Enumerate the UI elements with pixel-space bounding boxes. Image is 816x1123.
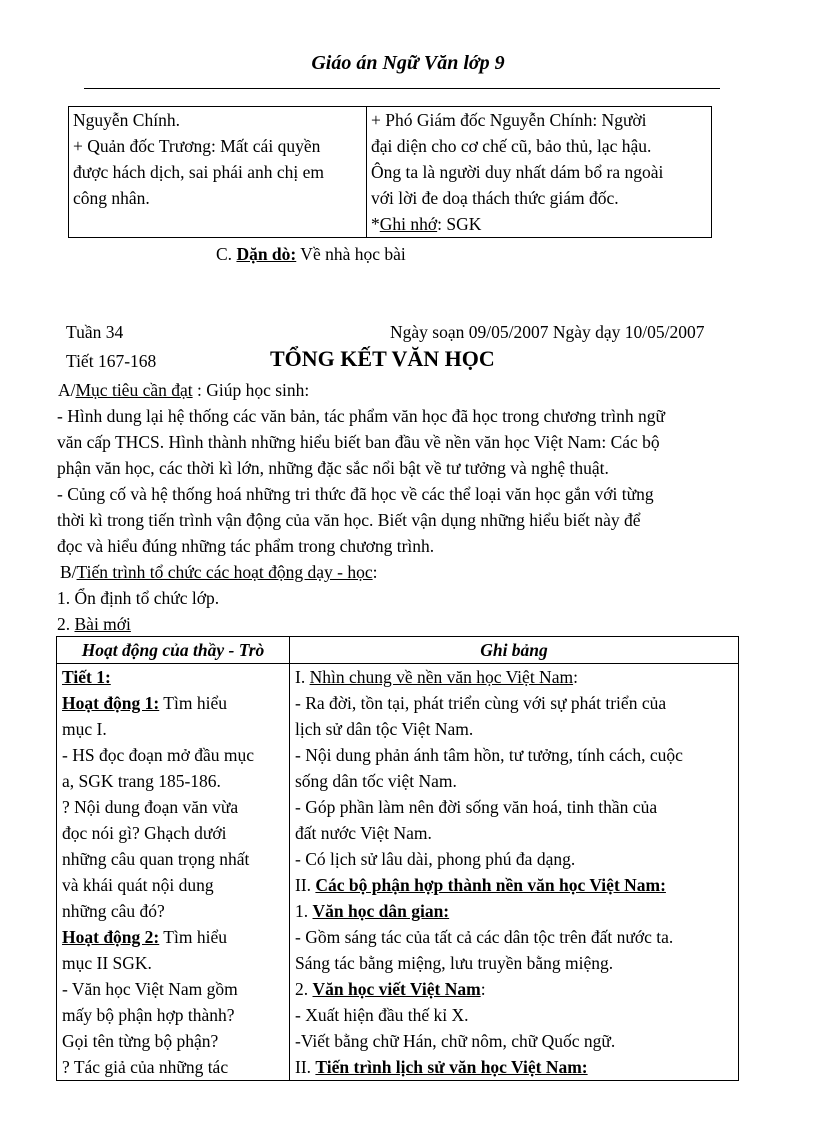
text-line: những câu đó? — [62, 901, 165, 921]
objectives-prefix: A/ — [58, 380, 76, 400]
activities-cell — [57, 664, 290, 1081]
lesson-dates: Ngày soạn 09/05/2007 Ngày dạy 10/05/2007 — [390, 322, 705, 342]
homework-prefix: C. — [216, 244, 237, 264]
section-3-prefix: II. — [295, 1057, 316, 1077]
note-rest: : SGK — [437, 214, 482, 234]
text-line: mục II SGK. — [62, 953, 152, 973]
section-2-heading — [295, 872, 733, 898]
objectives-line: phận văn học, các thời kì lớn, những đặc sắc nổi bật về tư tưởng và nghệ thuật. — [57, 458, 609, 478]
subsection-2-suffix: : — [480, 979, 486, 999]
activity-2-label: Hoạt động 2: — [62, 927, 160, 947]
process-step-2 — [57, 611, 131, 637]
col-header-notes: Ghi bảng — [290, 637, 739, 664]
subsection-2-heading — [295, 976, 733, 1002]
section-2-label: Các bộ phận hợp thành nền văn học Việt Nam: — [315, 875, 666, 895]
section-1-label: Nhìn chung về nền văn học Việt Nam — [309, 667, 574, 687]
text-line: và khái quát nội dung — [62, 875, 214, 895]
process-label: Tiến trình tổ chức các hoạt động dạy - học — [76, 562, 373, 582]
text-line: + Phó Giám đốc Nguyễn Chính: Người — [371, 110, 647, 130]
homework-text: Về nhà học bài — [296, 244, 406, 264]
text-line: sống dân tốc việt Nam. — [295, 771, 457, 791]
continuation-left-cell — [69, 107, 367, 238]
subsection-2-prefix: 2. — [295, 979, 313, 999]
text-line: với lời đe doạ thách thức giám đốc. — [371, 188, 619, 208]
text-line: ? Nội dung đoạn văn vừa — [62, 797, 239, 817]
objectives-intro: : Giúp học sinh: — [192, 380, 310, 400]
table-row — [69, 107, 712, 238]
activity-1-heading — [62, 690, 284, 716]
text-line: công nhân. — [73, 188, 150, 208]
text-line: đất nước Việt Nam. — [295, 823, 432, 843]
homework-label: Dặn dò: — [236, 244, 297, 264]
text-line: - Góp phần làm nên đời sống văn hoá, tinh thần của — [295, 797, 658, 817]
objectives-line: thời kì trong tiến trình vận động của văn học. Biết vận dụng những hiểu biết này để — [57, 510, 641, 530]
header-divider — [84, 88, 720, 89]
subsection-2-label: Văn học viết Việt Nam — [312, 979, 481, 999]
text-line: + Quản đốc Trương: Mất cái quyền — [73, 136, 321, 156]
text-line: - Xuất hiện đầu thế kỉ X. — [295, 1005, 469, 1025]
process-prefix: B/ — [60, 562, 77, 582]
text-line: được hách dịch, sai phái anh chị em — [73, 162, 325, 182]
text-line: Nguyễn Chính. — [73, 110, 180, 130]
objectives-line: - Củng cố và hệ thống hoá những tri thức đã học về các thể loại văn học gắn với từng — [57, 484, 654, 504]
text-line: mục I. — [62, 719, 107, 739]
text-line: - Ra đời, tồn tại, phát triển cùng với sự phát triển của — [295, 693, 667, 713]
table-header-row — [57, 637, 739, 664]
objectives-label: Mục tiêu cần đạt — [75, 380, 193, 400]
text-line: đại diện cho cơ chế cũ, bảo thủ, lạc hậu. — [371, 136, 652, 156]
homework-line — [216, 241, 406, 267]
section-1-heading — [295, 664, 733, 690]
note-label: Ghi nhớ — [379, 214, 438, 234]
note-prefix: * — [371, 214, 380, 234]
activity-1-label: Hoạt động 1: — [62, 693, 160, 713]
objectives-line: - Hình dung lại hệ thống các văn bản, tác phẩm văn học đã học trong chương trình ngữ — [57, 406, 665, 426]
continuation-right-cell — [367, 107, 712, 238]
text-line: mấy bộ phận hợp thành? — [62, 1005, 235, 1025]
lesson-table — [56, 636, 739, 1081]
text-line: đọc nói gì? Ghạch dưới — [62, 823, 227, 843]
continuation-table — [68, 106, 712, 238]
process-step-1: 1. Ổn định tổ chức lớp. — [57, 588, 220, 608]
process-heading — [60, 559, 377, 585]
activity-2-heading — [62, 924, 284, 950]
section-1-suffix: : — [573, 667, 578, 687]
section-3-label: Tiến trình lịch sử văn học Việt Nam: — [315, 1057, 588, 1077]
subsection-1-label: Văn học dân gian: — [312, 901, 450, 921]
text-line: Gọi tên từng bộ phận? — [62, 1031, 219, 1051]
lesson-title: TỔNG KẾT VĂN HỌC — [270, 346, 495, 371]
text-line: Ông ta là người duy nhất dám bổ ra ngoài — [371, 162, 664, 182]
table-row — [57, 664, 739, 1081]
step2-prefix: 2. — [57, 614, 75, 634]
notes-cell — [290, 664, 739, 1081]
week-label: Tuần 34 — [66, 322, 124, 342]
text-line: - HS đọc đoạn mở đầu mục — [62, 745, 254, 765]
process-suffix: : — [372, 562, 378, 582]
objectives-line: văn cấp THCS. Hình thành những hiểu biết ban đầu về nền văn học Việt Nam: Các bộ — [57, 432, 660, 452]
objectives-line: đọc và hiểu đúng những tác phẩm trong chương trình. — [57, 536, 435, 556]
subsection-1-prefix: 1. — [295, 901, 313, 921]
text-line: - Nội dung phản ánh tâm hồn, tư tưởng, tính cách, cuộc — [295, 745, 683, 765]
col-header-activities: Hoạt động của thầy - Trò — [57, 637, 290, 664]
activity-1-text: Tìm hiểu — [159, 693, 227, 713]
period-label: Tiết 167-168 — [66, 351, 157, 371]
text-line: -Viết bằng chữ Hán, chữ nôm, chữ Quốc ngữ. — [295, 1031, 616, 1051]
text-line: - Có lịch sử lâu dài, phong phú đa dạng. — [295, 849, 576, 869]
text-line: ? Tác giả của những tác — [62, 1057, 229, 1077]
page-header-title: Giáo án Ngữ Văn lớp 9 — [311, 52, 505, 74]
section-2-prefix: II. — [295, 875, 316, 895]
section-3-heading — [295, 1054, 733, 1080]
text-line: lịch sử dân tộc Việt Nam. — [295, 719, 474, 739]
section-1-prefix: I. — [295, 667, 310, 687]
objectives-heading — [58, 377, 309, 403]
text-line: - Văn học Việt Nam gồm — [62, 979, 238, 999]
text-line: những câu quan trọng nhất — [62, 849, 250, 869]
tiet-label: Tiết 1: — [62, 667, 111, 687]
activity-2-text: Tìm hiểu — [159, 927, 227, 947]
note-line — [371, 211, 707, 237]
text-line: a, SGK trang 185-186. — [62, 771, 221, 791]
step2-label: Bài mới — [74, 614, 131, 634]
subsection-1-heading — [295, 898, 733, 924]
text-line: - Gồm sáng tác của tất cả các dân tộc trên đất nước ta. — [295, 927, 674, 947]
text-line: Sáng tác bằng miệng, lưu truyền bằng miệng. — [295, 953, 614, 973]
